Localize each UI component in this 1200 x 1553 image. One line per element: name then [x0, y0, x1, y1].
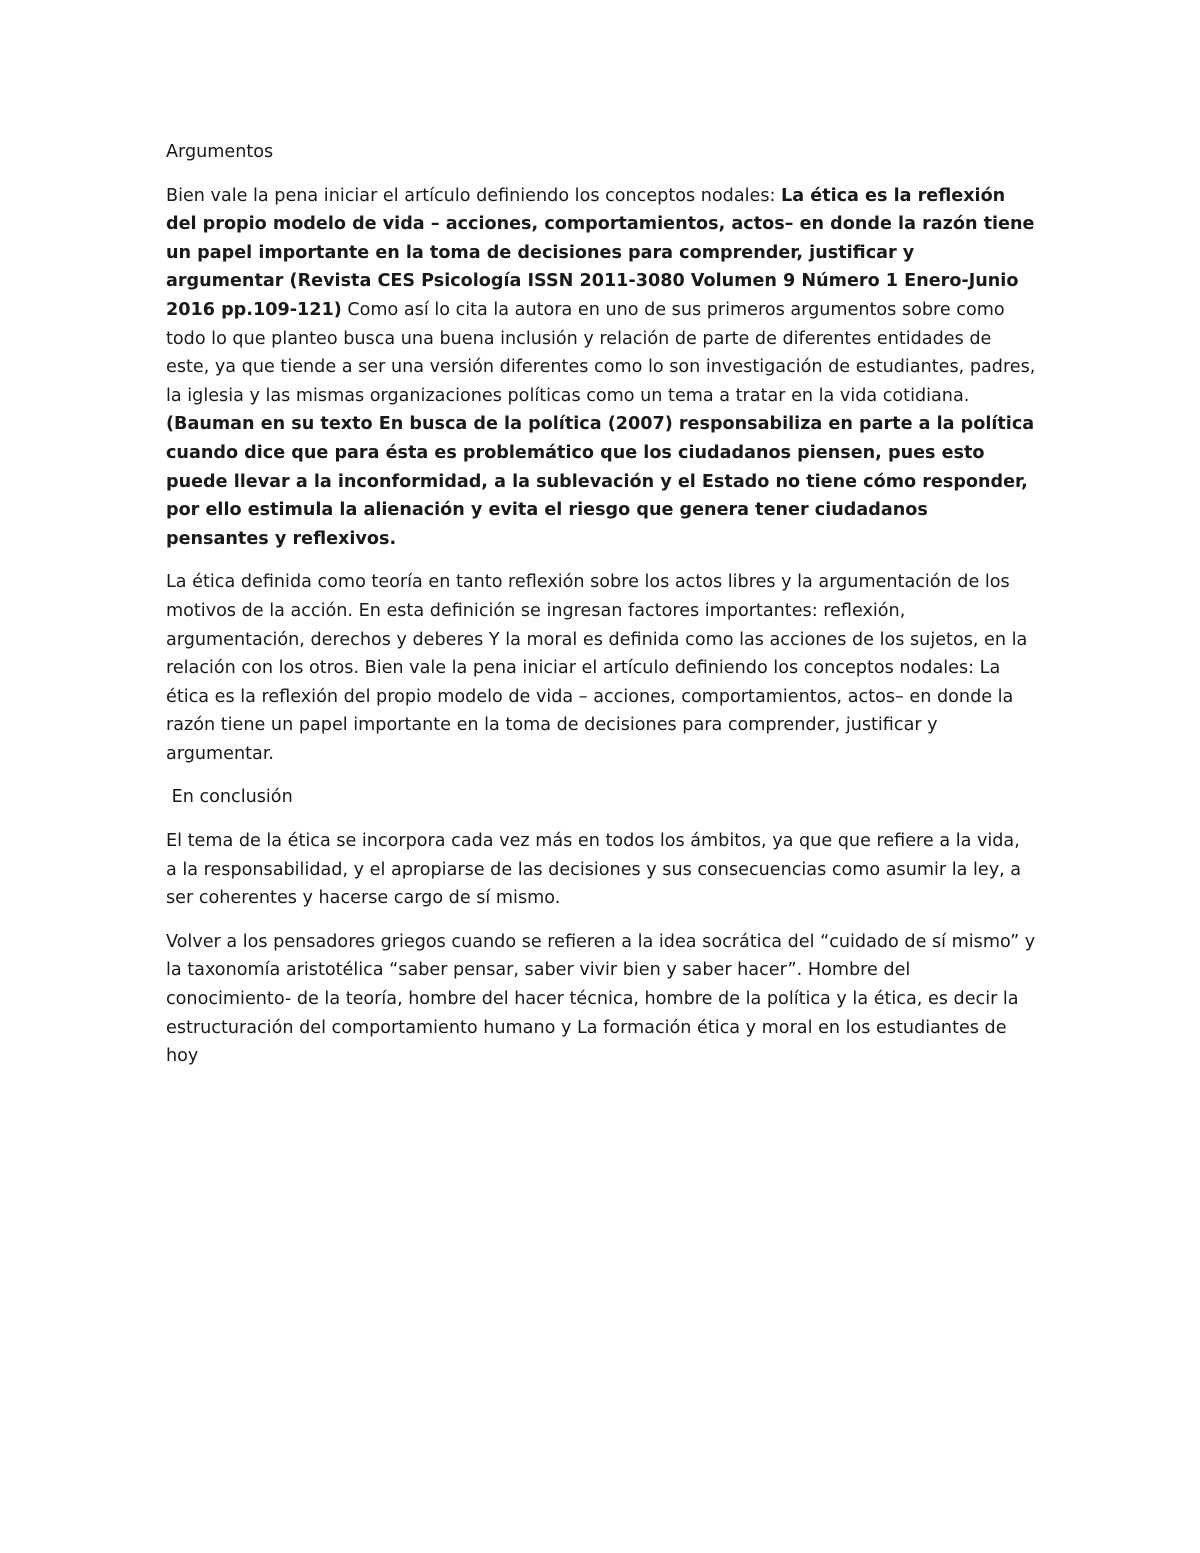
section-heading-argumentos: Argumentos [166, 142, 274, 162]
paragraph-1-bold-bauman: (Bauman en su texto En busca de la política (2007) responsabiliza en parte a la política cuando dice que para ésta es problemático que los ciudadanos piensen, pues esto puede llevar a la inconformidad, a la sublevación y el Estado no tiene cómo responder, por ello estimula la alienación y evita el riesgo que genera tener ciudadanos pensantes y reflexivos. [166, 414, 1035, 549]
document-body [166, 138, 1036, 1086]
paragraph-2: La ética definida como teoría en tanto reflexión sobre los actos libres y la argumentación de los motivos de la acción. En esta definición se ingresan factores importantes: reflexión, argumentación, derechos y deberes Y la moral es definida como las acciones de los sujetos, en la relación con los otros. Bien vale la pena iniciar el artículo definiendo los conceptos nodales: La ética es la reflexión del propio modelo de vida – acciones, comportamientos, actos– en donde la razón tiene un papel importante en la toma de decisiones para comprender, justificar y argumentar. [166, 572, 1028, 764]
paragraph-1-middle: Como así lo cita la autora en uno de sus primeros argumentos sobre como todo lo que planteo busca una buena inclusión y relación de parte de diferentes entidades de este, ya que tiende a ser una versión diferentes como lo son investigación de estudiantes, padres, la iglesia y las mismas organizaciones políticas como un tema a tratar en la vida cotidiana. [166, 299, 1036, 406]
section-heading-conclusion: En conclusión [166, 787, 293, 808]
paragraph-1 [166, 182, 1036, 554]
paragraph-3: El tema de la ética se incorpora cada vez más en todos los ámbitos, ya que que refiere a la vida, a la responsabilidad, y el apropiarse de las decisiones y sus consecuencias como asumir la ley, a ser coherentes y hacerse cargo de sí mismo. [166, 831, 1022, 909]
paragraph-1-intro: Bien vale la pena iniciar el artículo definiendo los conceptos nodales: [166, 185, 782, 206]
paragraph-4: Volver a los pensadores griegos cuando se refieren a la idea socrática del “cuidado de sí mismo” y la taxonomía aristotélica “saber pensar, saber vivir bien y saber hacer”. Hombre del conocimiento- de la teoría, hombre del hacer técnica, hombre de la política y la ética, es decir la estructuración del comportamiento humano y La formación ética y moral en los estudiantes de hoy [166, 931, 1036, 1067]
paragraph-1-bold-quote: La ética es la reflexión del propio modelo de vida – acciones, comportamientos, actos– en donde la razón tiene un papel importante en la toma de decisiones para comprender, justificar y argumentar (Revista CES Psicología ISSN 2011-3080 Volumen 9 Número 1 Enero-Junio 2016 pp.109-121) [166, 185, 1035, 320]
